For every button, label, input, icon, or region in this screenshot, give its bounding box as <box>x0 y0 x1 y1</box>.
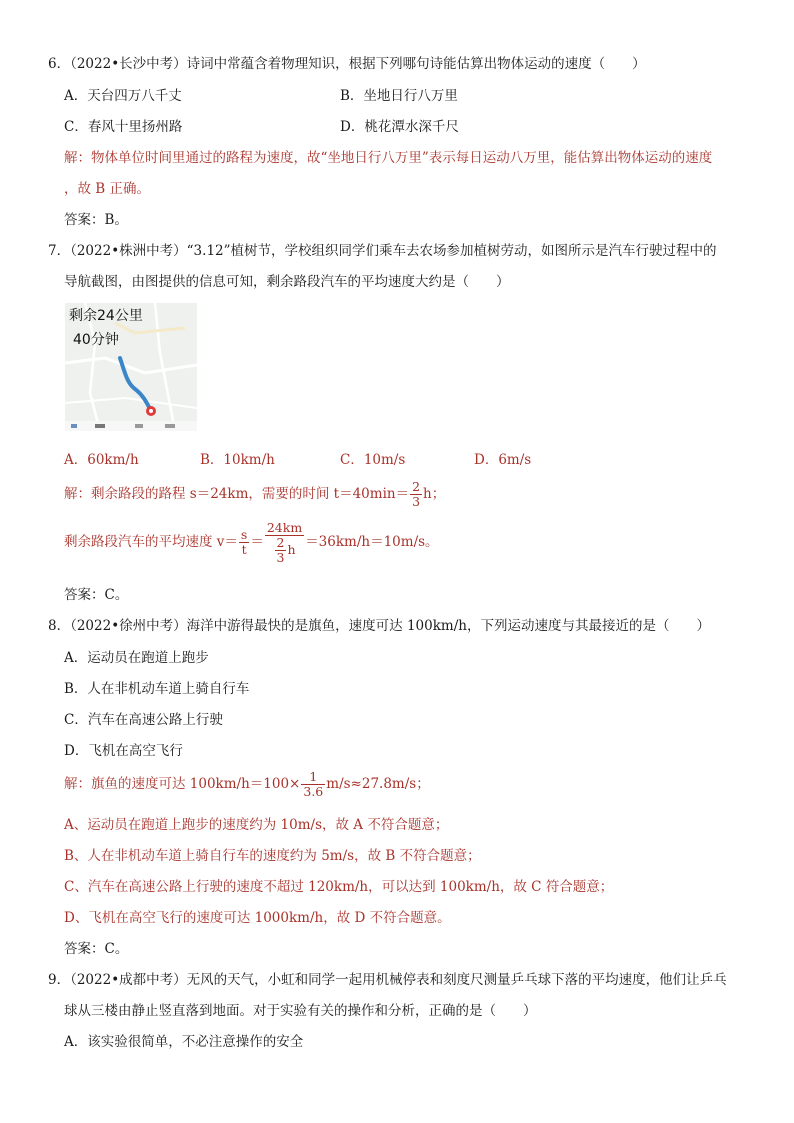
q8-analysis-b: B、人在非机动车道上骑自行车的速度约为 5m/s，故 B 不符合题意； <box>64 848 481 864</box>
q8-analysis-c: C、汽车在高速公路上行驶的速度不超过 120km/h，可以达到 100km/h，故 C 符合题意； <box>64 879 614 895</box>
q8-sol-suffix: m/s≈27.8m/s； <box>326 776 430 792</box>
q7-sol1-fraction-num: 2 <box>412 479 421 494</box>
q7-sol2-inner-den: 3 <box>276 549 285 565</box>
q7-option-d: D．6m/s <box>474 452 532 468</box>
q8-sol-prefix: 解：旗鱼的速度可达 100km/h＝100× <box>64 776 301 792</box>
q8-solution-line <box>64 766 430 802</box>
q9-stem-line-1: 9．（2022•成都中考）无风的天气，小虹和同学一起用机械停表和刻度尺测量乒乓球下落的平均速度，他们让乒乓 <box>48 972 727 988</box>
q6-solution-line-1: 解：物体单位时间里通过的路程为速度，故“坐地日行八万里”表示每日运动八万里，能估算出物体运动的速度 <box>64 150 713 166</box>
q7-sol2-h: h <box>287 541 296 557</box>
q8-option-a: A．运动员在跑道上跑步 <box>64 650 209 666</box>
q9-option-a: A．该实验很简单，不必注意操作的安全 <box>64 1034 304 1050</box>
q7-option-a: A．60km/h <box>64 452 139 468</box>
q7-sol2-inner-num: 2 <box>276 534 285 550</box>
q8-sol-fraction-num: 1 <box>301 770 325 785</box>
q7-sol2-top: 24km <box>266 519 303 535</box>
q7-sol1-suffix: h； <box>423 486 446 502</box>
q8-answer: 答案：C。 <box>64 941 129 957</box>
q7-sol2-suffix: ＝36km/h＝10m/s。 <box>305 534 439 550</box>
q6-option-c: C．春风十里扬州路 <box>64 119 183 135</box>
q8-stem: 8．（2022•徐州中考）海洋中游得最快的是旗鱼，速度可达 100km/h，下列运动速度与其最接近的是（ ） <box>48 618 710 634</box>
q8-sol-fraction-den: 3.6 <box>303 784 324 799</box>
q7-sol2-s: s <box>240 527 248 542</box>
q8-analysis-d: D、飞机在高空飞行的速度可达 1000km/h，故 D 不符合题意。 <box>64 910 451 926</box>
q6-option-b: B．坐地日行八万里 <box>340 88 458 104</box>
q7-sol2-fraction-compound <box>265 521 304 565</box>
q8-sol-fraction <box>301 770 325 799</box>
q7-sol2-prefix: 剩余路段汽车的平均速度 v＝ <box>64 534 238 550</box>
q9-stem-line-2: 球从三楼由静止竖直落到地面。对于实验有关的操作和分析，正确的是（ ） <box>64 1003 537 1019</box>
q7-stem-line-2: 导航截图，由图提供的信息可知，剩余路段汽车的平均速度大约是（ ） <box>64 274 510 290</box>
q6-solution-line-2: ，故 B 正确。 <box>64 181 151 197</box>
q8-option-d: D．飞机在高空飞行 <box>64 743 183 759</box>
q7-sol2-inner-fraction <box>275 536 287 565</box>
q7-sol1-fraction <box>410 480 422 509</box>
q7-stem-line-1: 7．（2022•株洲中考）“3.12”植树节，学校组织同学们乘车去农场参加植树劳动，如图所示是汽车行驶过程中的 <box>48 243 717 259</box>
q7-answer: 答案：C。 <box>64 587 129 603</box>
q7-sol2-t: t <box>241 542 247 557</box>
map-remaining-time: 40分钟 <box>73 332 119 348</box>
q7-sol1-fraction-den: 3 <box>412 494 421 509</box>
navigation-map-image <box>65 303 197 431</box>
q7-option-b: B．10km/h <box>200 452 275 468</box>
q7-sol2-bottom <box>265 536 304 565</box>
q6-option-a: A．天台四万八千丈 <box>64 88 182 104</box>
q6-answer: 答案：B。 <box>64 212 128 228</box>
q8-analysis-a: A、运动员在跑道上跑步的速度约为 10m/s，故 A 不符合题意； <box>64 817 449 833</box>
q7-sol2-eq: ＝ <box>250 534 264 550</box>
q7-sol2-fraction-st <box>239 528 249 557</box>
q6-option-d: D．桃花潭水深千尺 <box>340 119 459 135</box>
q8-option-c: C．汽车在高速公路上行驶 <box>64 712 223 728</box>
q7-option-c: C．10m/s <box>340 452 406 468</box>
map-remaining-distance: 剩余24公里 <box>69 308 143 324</box>
q8-option-b: B．人在非机动车道上骑自行车 <box>64 681 250 697</box>
q6-stem: 6．（2022•长沙中考）诗词中常蕴含着物理知识，根据下列哪句诗能估算出物体运动的速度（ ） <box>48 56 646 72</box>
q7-solution-line-1 <box>64 476 445 512</box>
q7-sol1-prefix: 解：剩余路段的路程 s＝24km，需要的时间 t＝40min＝ <box>64 486 410 502</box>
q7-solution-line-2 <box>64 516 439 568</box>
